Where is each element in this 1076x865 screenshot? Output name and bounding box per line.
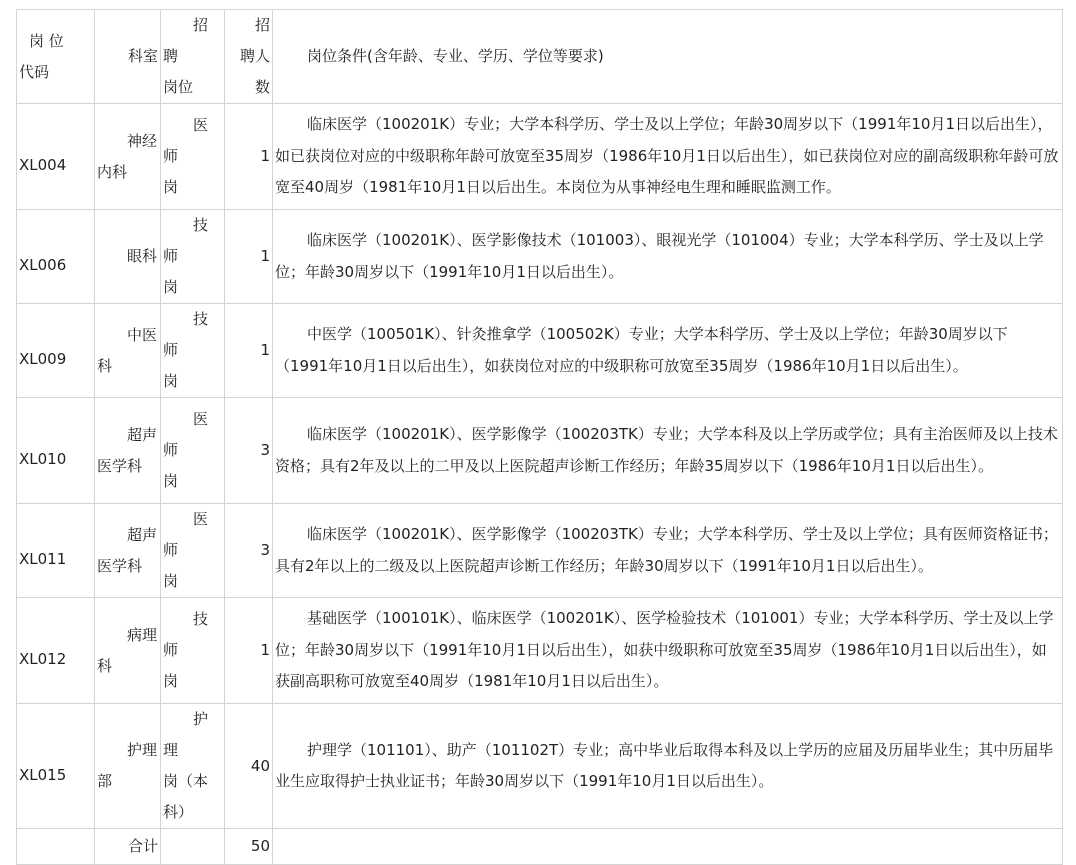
- dept-cell: 中医 科: [95, 304, 161, 398]
- total-row: [17, 829, 1063, 865]
- total-empty-cell: [17, 829, 95, 865]
- code-cell: XL009: [17, 304, 95, 398]
- code-cell: XL010: [17, 398, 95, 504]
- code-cell: XL011: [17, 504, 95, 598]
- count-cell: 1: [225, 104, 273, 210]
- post-cell: 护理 岗（本 科）: [161, 704, 225, 829]
- total-label: 合计: [95, 829, 161, 865]
- table-row: [17, 398, 1063, 504]
- dept-cell: 神经 内科: [95, 104, 161, 210]
- count-cell: 1: [225, 598, 273, 704]
- table-row: [17, 210, 1063, 304]
- header-code: 岗 位 代码: [17, 10, 95, 104]
- dept-cell: 病理科: [95, 598, 161, 704]
- conditions-cell: 临床医学（100201K）、医学影像学（100203TK）专业；大学本科学历、学士及以上学位；具有医师资格证书；具有2年以上的二级及以上医院超声诊断工作经历；年龄30周岁以下（1991年10月1日以后出生）。: [273, 504, 1063, 598]
- header-dept: 科室: [95, 10, 161, 104]
- conditions-cell: 临床医学（100201K）、医学影像技术（101003）、眼视光学（101004）专业；大学本科学历、学士及以上学位；年龄30周岁以下（1991年10月1日以后出生）。: [273, 210, 1063, 304]
- dept-cell: 护理 部: [95, 704, 161, 829]
- code-cell: XL006: [17, 210, 95, 304]
- dept-cell: 超声 医学科: [95, 398, 161, 504]
- code-cell: XL012: [17, 598, 95, 704]
- table-row: [17, 104, 1063, 210]
- total-count: 50: [225, 829, 273, 865]
- conditions-cell: 护理学（101101）、助产（101102T）专业；高中毕业后取得本科及以上学历的应届及历届毕业生；其中历届毕业生应取得护士执业证书；年龄30周岁以下（1991年10月1日以后出生）。: [273, 704, 1063, 829]
- conditions-cell: 临床医学（100201K）专业；大学本科学历、学士及以上学位；年龄30周岁以下（1991年10月1日以后出生），如已获岗位对应的中级职称年龄可放宽至35周岁（1986年10月1日以后出生），如已获岗位对应的副高级职称年龄可放宽至40周岁（1981年10月1日以后出生。本岗位为从事神经电生理和睡眠监测工作。: [273, 104, 1063, 210]
- post-cell: 医师 岗: [161, 104, 225, 210]
- total-empty-cell-3: [273, 829, 1063, 865]
- post-cell: 技师 岗: [161, 210, 225, 304]
- table-body: [17, 10, 1063, 865]
- recruitment-table: [16, 9, 1063, 865]
- post-cell: 技师 岗: [161, 598, 225, 704]
- dept-cell: 超声 医学科: [95, 504, 161, 598]
- table-row: [17, 504, 1063, 598]
- code-cell: XL015: [17, 704, 95, 829]
- table-row: [17, 704, 1063, 829]
- header-post: 招聘 岗位: [161, 10, 225, 104]
- conditions-cell: 中医学（100501K）、针灸推拿学（100502K）专业；大学本科学历、学士及以上学位；年龄30周岁以下（1991年10月1日以后出生），如获岗位对应的中级职称可放宽至35周岁（1986年10月1日以后出生）。: [273, 304, 1063, 398]
- header-conditions: 岗位条件(含年龄、专业、学历、学位等要求): [273, 10, 1063, 104]
- conditions-cell: 临床医学（100201K）、医学影像学（100203TK）专业；大学本科及以上学历或学位；具有主治医师及以上技术资格；具有2年及以上的二甲及以上医院超声诊断工作经历；年龄35周岁以下（1986年10月1日以后出生）。: [273, 398, 1063, 504]
- count-cell: 1: [225, 210, 273, 304]
- count-cell: 40: [225, 704, 273, 829]
- total-empty-cell-2: [161, 829, 225, 865]
- post-cell: 技师 岗: [161, 304, 225, 398]
- count-cell: 3: [225, 504, 273, 598]
- post-cell: 医师 岗: [161, 504, 225, 598]
- count-cell: 1: [225, 304, 273, 398]
- conditions-cell: 基础医学（100101K）、临床医学（100201K）、医学检验技术（101001）专业；大学本科学历、学士及以上学位；年龄30周岁以下（1991年10月1日以后出生），如获中级职称可放宽至35周岁（1986年10月1日以后出生），如获副高职称可放宽至40周岁（1981年10月1日以后出生）。: [273, 598, 1063, 704]
- header-row: [17, 10, 1063, 104]
- post-cell: 医师 岗: [161, 398, 225, 504]
- table-row: [17, 304, 1063, 398]
- code-cell: XL004: [17, 104, 95, 210]
- table-row: [17, 598, 1063, 704]
- header-count: 招 聘人数: [225, 10, 273, 104]
- dept-cell: 眼科: [95, 210, 161, 304]
- count-cell: 3: [225, 398, 273, 504]
